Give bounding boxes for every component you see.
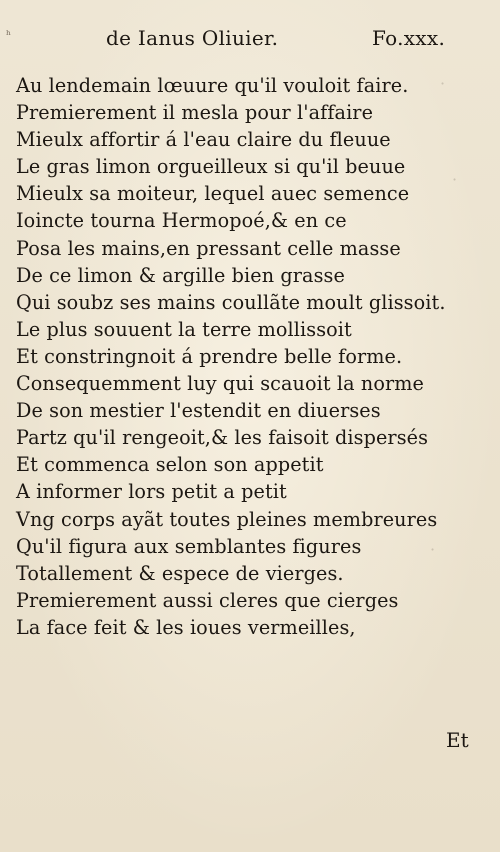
verse-line: Le gras limon orgueilleux si qu'il beuue (16, 155, 406, 179)
verse-line: Mieulx affortir á l'eau claire du fleuue (16, 128, 391, 152)
show-through: · (430, 540, 436, 559)
verse-line: Vng corps ayãt toutes pleines membreures (16, 507, 438, 531)
gutter-mark: ʰ (6, 28, 12, 42)
verse-line: Posa les mains,en pressant celle masse (16, 236, 401, 260)
verse-text (16, 72, 486, 641)
verse-line: Le plus souuent la terre mollissoit (16, 317, 352, 341)
verse-line: Qui soubz ses mains coullãte moult glissoit. (16, 290, 446, 314)
verse-line: Premierement il mesla pour l'affaire (16, 101, 374, 125)
running-head-title: de Ianus Oliuier. (106, 26, 279, 50)
catchword: Et (446, 728, 469, 752)
verse-line: Et commenca selon son appetit (16, 453, 324, 477)
verse-line: Mieulx sa moiteur, lequel auec semence (16, 182, 410, 206)
verse-line: A informer lors petit a petit (16, 480, 287, 504)
verse-line: Totallement & espece de vierges. (16, 561, 344, 585)
running-head (0, 26, 500, 54)
verse-line: Consequemment luy qui scauoit la norme (16, 372, 425, 396)
show-through: · (452, 170, 458, 189)
verse-line: La face feit & les ioues vermeilles, (16, 615, 356, 639)
verse-line: Ioincte tourna Hermopoé,& en ce (16, 209, 347, 233)
verse-line: Premierement aussi cleres que cierges (16, 588, 399, 612)
verse-line: De ce limon & argille bien grasse (16, 263, 345, 287)
verse-line: Qu'il figura aux semblantes figures (16, 534, 362, 558)
folio-number: Fo.xxx. (372, 26, 446, 50)
show-through: · (440, 74, 446, 93)
verse-line: De son mestier l'estendit en diuerses (16, 399, 381, 423)
verse-line: Au lendemain lœuure qu'il vouloit faire. (16, 74, 409, 97)
verse-line: Et constringnoit á prendre belle forme. (16, 344, 403, 368)
verse-line: Partz qu'il rengeoit,& les faisoit dispersés (16, 426, 429, 450)
